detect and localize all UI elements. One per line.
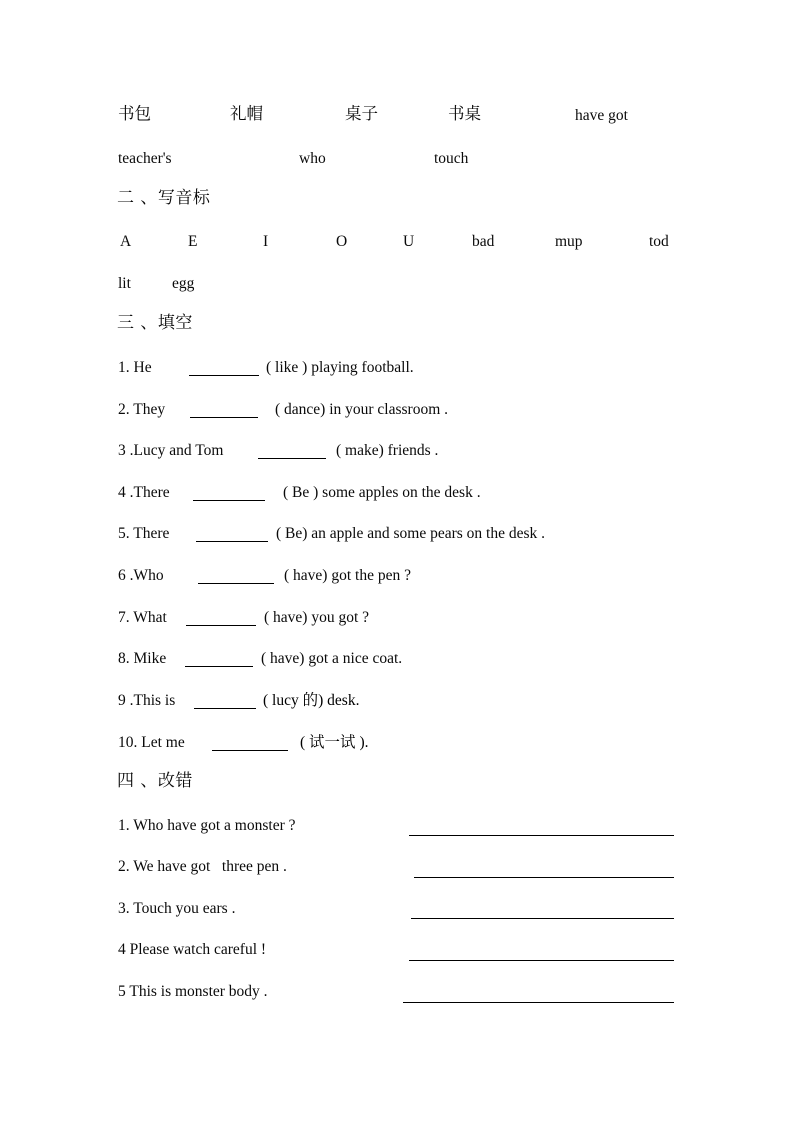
fill-question-4-stem: 4 .There: [118, 484, 170, 501]
fill-question-7-cue: ( have) you got ?: [264, 609, 370, 626]
vocab-word-who: who: [299, 150, 326, 167]
fill-question-2-cue: ( dance) in your classroom .: [275, 401, 449, 418]
fill-question-9-blank[interactable]: [194, 708, 256, 709]
correction-answer-rule-2[interactable]: [414, 877, 674, 878]
correction-answer-rule-1[interactable]: [409, 835, 674, 836]
fill-question-5-cue: ( Be) an apple and some pears on the desk .: [276, 525, 546, 542]
vocab-word-zhuozi: 桌子: [345, 104, 378, 123]
phonetic-item-o: O: [336, 233, 348, 250]
fill-question-5-blank[interactable]: [196, 541, 268, 542]
correction-answer-rule-3[interactable]: [411, 918, 674, 919]
fill-question-10-cue-chinese: 试一试: [309, 733, 356, 751]
correction-question-2: 2. We have got three pen .: [118, 858, 287, 875]
vocab-word-shubao: 书包: [118, 104, 151, 123]
fill-question-1-cue: ( like ) playing football.: [266, 359, 414, 376]
fill-question-6-cue: ( have) got the pen ?: [284, 567, 411, 584]
fill-question-3-stem: 3 .Lucy and Tom: [118, 442, 224, 459]
fill-question-6-stem: 6 .Who: [118, 567, 164, 584]
phonetic-item-u: U: [403, 233, 415, 250]
section-heading-4: 四 、改错: [117, 771, 193, 791]
phonetic-item-mup: mup: [555, 233, 583, 250]
fill-question-8-stem: 8. Mike: [118, 650, 167, 667]
correction-answer-rule-4[interactable]: [409, 960, 674, 961]
fill-question-10-cue: [300, 735, 368, 751]
phonetic-item-e: E: [188, 233, 198, 250]
fill-question-8-blank[interactable]: [185, 666, 253, 667]
fill-question-3-blank[interactable]: [258, 458, 326, 459]
correction-question-4: 4 Please watch careful !: [118, 941, 267, 958]
vocab-word-limao: 礼帽: [230, 104, 263, 123]
fill-question-4-blank[interactable]: [193, 500, 265, 501]
phonetic-item-lit: lit: [118, 275, 131, 292]
fill-question-9-cue-chinese: 的: [302, 691, 319, 709]
fill-question-8-cue: ( have) got a nice coat.: [261, 650, 403, 667]
fill-question-9-stem: 9 .This is: [118, 692, 176, 709]
fill-question-9-cue-pre: ( lucy: [263, 692, 303, 709]
fill-question-10-cue-post: ).: [355, 734, 369, 751]
fill-question-9-cue: [263, 693, 359, 709]
fill-question-10-blank[interactable]: [212, 750, 288, 751]
fill-question-7-blank[interactable]: [186, 625, 256, 626]
section-heading-3: 三 、填空: [117, 313, 193, 333]
vocab-word-teachers: teacher's: [118, 150, 172, 167]
phonetic-item-a: A: [120, 233, 132, 250]
fill-question-1-blank[interactable]: [189, 375, 259, 376]
fill-question-3-cue: ( make) friends .: [336, 442, 439, 459]
fill-question-4-cue: ( Be ) some apples on the desk .: [283, 484, 481, 501]
fill-question-1-stem: 1. He: [118, 359, 152, 376]
vocab-word-shuzhuo: 书桌: [448, 104, 481, 123]
correction-question-5: 5 This is monster body .: [118, 983, 268, 1000]
phonetic-item-tod: tod: [649, 233, 669, 250]
fill-question-2-stem: 2. They: [118, 401, 166, 418]
correction-answer-rule-5[interactable]: [403, 1002, 674, 1003]
phonetic-item-i: I: [263, 233, 269, 250]
fill-question-10-stem: 10. Let me: [118, 734, 185, 751]
phonetic-item-bad: bad: [472, 233, 495, 250]
vocab-word-have-got: have got: [575, 107, 628, 124]
section-heading-2: 二 、写音标: [117, 188, 211, 208]
fill-question-9-cue-post: ) desk.: [318, 692, 360, 709]
fill-question-2-blank[interactable]: [190, 417, 258, 418]
correction-question-1: 1. Who have got a monster ?: [118, 817, 296, 834]
correction-question-3: 3. Touch you ears .: [118, 900, 236, 917]
fill-question-6-blank[interactable]: [198, 583, 274, 584]
fill-question-10-cue-pre: (: [300, 734, 310, 751]
fill-question-5-stem: 5. There: [118, 525, 170, 542]
fill-question-7-stem: 7. What: [118, 609, 167, 626]
vocab-word-touch: touch: [434, 150, 469, 167]
phonetic-item-egg: egg: [172, 275, 195, 292]
